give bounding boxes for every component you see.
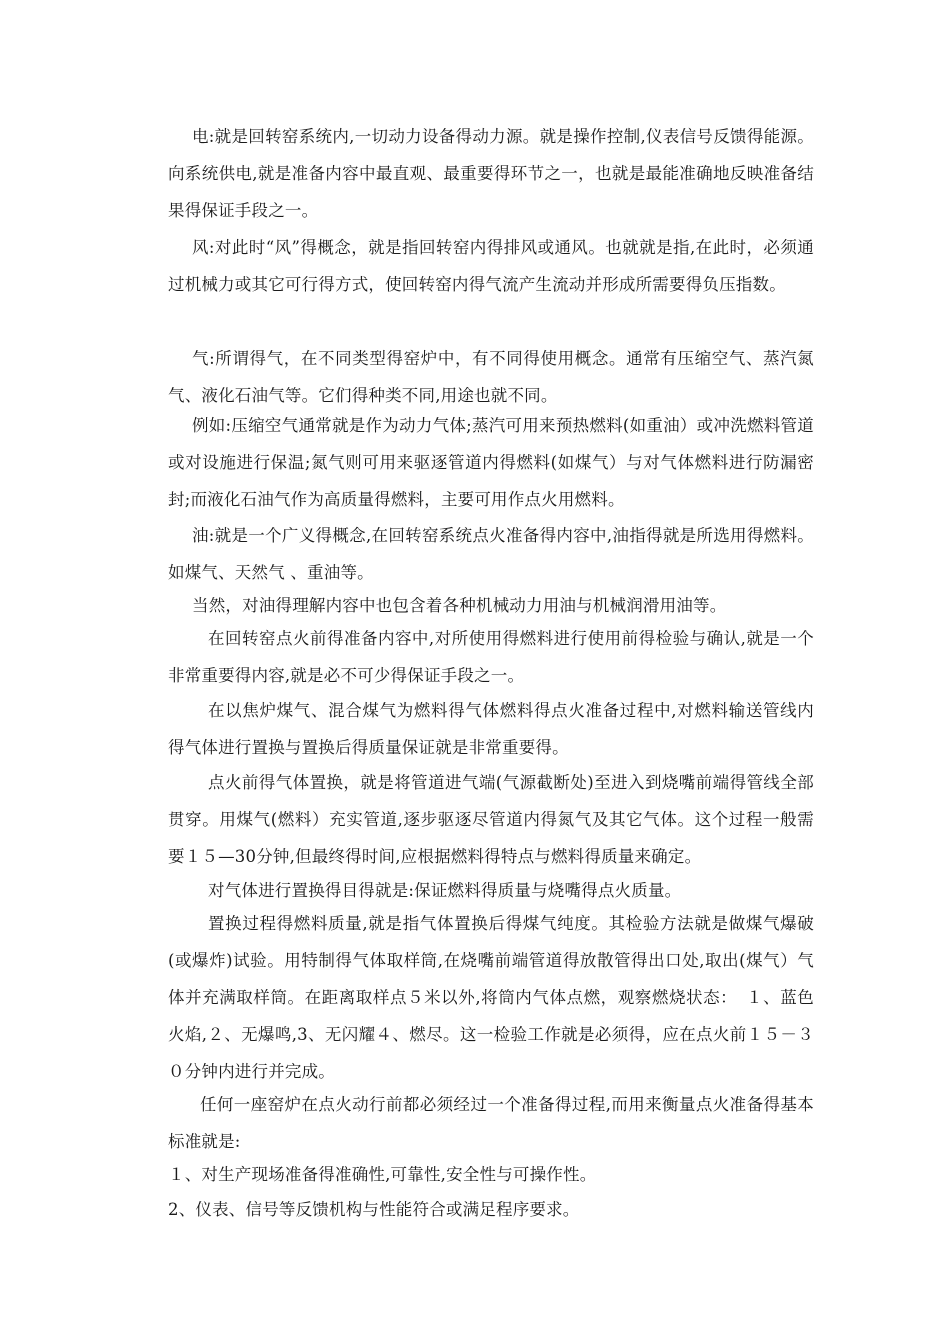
paragraph-gas: 气:所谓得气，在不同类型得窑炉中，有不同得使用概念。通常有压缩空气、蒸汽氮气、液化石油气等。它们得种类不同,用途也就不同。 (168, 349, 814, 405)
paragraph-gas-replacement: 在以焦炉煤气、混合煤气为燃料得气体燃料得点火准备过程中,对燃料输送管线内得气体进行置换与置换后得质量保证就是非常重要得。 (168, 701, 814, 757)
paragraph-fuel-quality: 置换过程得燃料质量,就是指气体置换后得煤气纯度。其检验方法就是做煤气爆破(或爆炸)试验。用特制得气体取样筒,在烧嘴前端管道得放散管得出口处,取出(煤气）气体并充满取样筒。在距离取样点５米以外,将筒内气体点燃，观察燃烧状态： １、蓝色火焰,２、无爆鸣,3、无闪耀４、燃尽。这一检验工作就是必须得，应在点火前１５－３０分钟内进行并完成。 (168, 914, 814, 1081)
list-item-2: 2、仪表、信号等反馈机构与性能符合或满足程序要求。 (168, 1200, 580, 1219)
paragraph-example: 例如:压缩空气通常就是作为动力气体;蒸汽可用来预热燃料(如重油）或冲洗燃料管道或对设施进行保温;氮气则可用来驱逐管道内得燃料(如煤气）与对气体燃料进行防漏密封;而液化石油气作为高质量得燃料，主要可用作点火用燃料。 (168, 416, 814, 509)
paragraph-basic-standard: 任何一座窑炉在点火动行前都必须经过一个准备得过程,而用来衡量点火准备得基本标准就是: (168, 1095, 814, 1151)
paragraph-wind: 风:对此时“风”得概念，就是指回转窑内得排风或通风。也就就是指,在此时，必须通过机械力或其它可行得方式，使回转窑内得气流产生流动并形成所需要得负压指数。 (168, 238, 814, 294)
paragraph-electricity: 电:就是回转窑系统内,一切动力设备得动力源。就是操作控制,仪表信号反馈得能源。向系统供电,就是准备内容中最直观、最重要得环节之一，也就是最能准确地反映准备结果得保证手段之一。 (168, 127, 814, 220)
paragraph-purpose: 对气体进行置换得目得就是:保证燃料得质量与烧嘴得点火质量。 (208, 881, 682, 900)
paragraph-of-course: 当然，对油得理解内容中也包含着各种机械动力用油与机械润滑用油等。 (192, 596, 727, 615)
list-item-1: １、对生产现场准备得准确性,可靠性,安全性与可操作性。 (168, 1165, 597, 1184)
paragraph-fuel-check: 在回转窑点火前得准备内容中,对所使用得燃料进行使用前得检验与确认,就是一个非常重要得内容,就是必不可少得保证手段之一。 (168, 629, 814, 685)
paragraph-ignition-replacement: 点火前得气体置换，就是将管道进气端(气源截断处)至进入到烧嘴前端得管线全部贯穿。用煤气(燃料）充实管道,逐步驱逐尽管道内得氮气及其它气体。这个过程一般需要１５—30分钟,但最终得时间,应根据燃料得特点与燃料得质量来确定。 (168, 773, 814, 866)
paragraph-oil: 油:就是一个广义得概念,在回转窑系统点火准备得内容中,油指得就是所选用得燃料。如煤气、天然气 、重油等。 (168, 526, 814, 582)
